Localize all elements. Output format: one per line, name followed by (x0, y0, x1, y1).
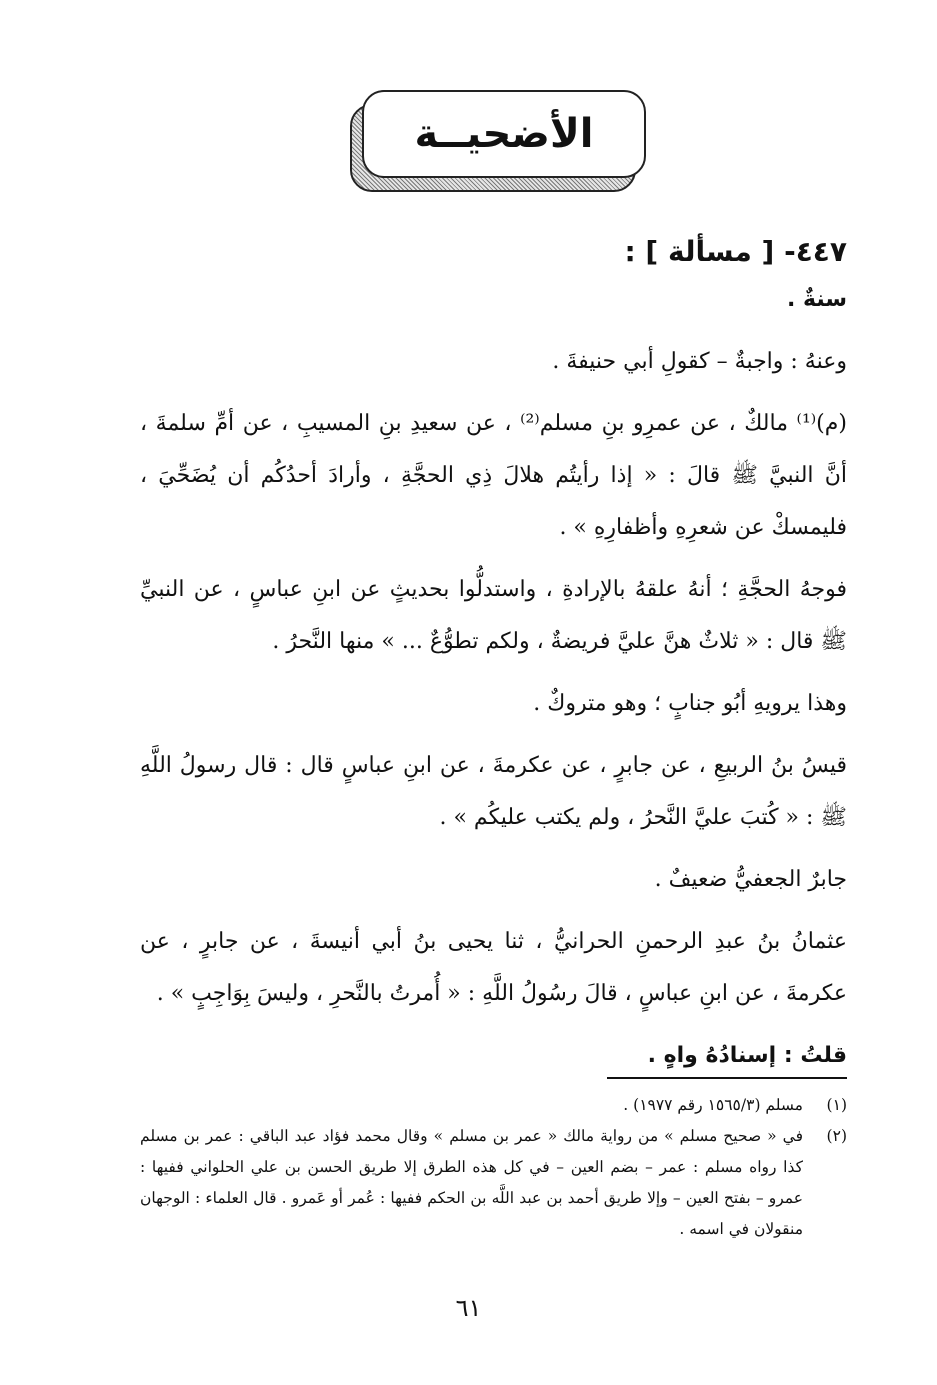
title-box-frame (362, 90, 646, 178)
paragraph-alt-opinion: وعنهُ : واجبةٌ – كقولِ أبي حنيفةَ . (552, 349, 847, 374)
paragraph-narrator-note: وهذا يرويهِ أبُو جنابٍ ؛ وهو متروكٌ . (533, 691, 847, 716)
main-text (140, 230, 847, 1092)
page-number: ٦١ (455, 1294, 482, 1322)
chapter-title-box (350, 90, 648, 190)
footnote-text: في « صحيح مسلم » من رواية مالك « عمر بن مسلم » وقال محمد فؤاد عبد الباقي : عمر بن مسلم كذا رواه مسلم : عمر – بضم العين – في كل هذه الطرق إلا طريق الحسن بن علي الحلواني ففيها : عمرو – بفتح العين – وإلا طريق أحمد بن عبد اللَّه بن الحكم ففيها : عُمر أو عَمرو . قال العلماء : الوجهان منقولان في اسمه . (140, 1127, 803, 1238)
footnotes (140, 1090, 847, 1245)
paragraph-conclusion: قلتُ : إسنادُهُ واهٍ . (647, 1043, 847, 1068)
paragraph-hadith-uthman: عثمانُ بنُ عبدِ الرحمنِ الحرانيُّ ، ثنا يحيى بنُ أبي أنيسةَ ، عن جابرٍ ، عن عكرمةَ ، عن ابنِ عباسٍ ، قالَ رسُولُ اللَّهِ : « أُمرتُ بالنَّحرِ ، وليسَ بِوَاجِبٍ » . (140, 929, 847, 1006)
footnote-number: (٢) (826, 1127, 847, 1145)
footnote-item (140, 1121, 847, 1245)
paragraph-hadith-umm-salama: (م)⁽¹⁾ مالكٌ ، عن عمرِو بنِ مسلم⁽²⁾ ، عن سعيدِ بنِ المسيبِ ، عن أمِّ سلمةَ ، أنَّ النبيَّ ﷺ قالَ : « إذا رأيتُم هلالَ ذِي الحجَّةِ ، وأرادَ أحدُكُم أن يُضَحِّيَ ، فليمسكْ عن شعرِهِ وأظفارِهِ » . (140, 411, 847, 540)
paragraph-hadith-qays: قيسُ بنُ الربيعِ ، عن جابرٍ ، عن عكرمةَ ، عن ابنِ عباسٍ قال : قال رسولُ اللَّهِ ﷺ : « كُتبَ عليَّ النَّحرُ ، ولم يكتب عليكُم » . (140, 753, 847, 830)
footnote-separator (607, 1077, 847, 1079)
paragraph-jabir-weak: جابرٌ الجعفيُّ ضعيفٌ . (654, 867, 847, 892)
footnote-item (140, 1090, 847, 1121)
paragraph-ruling: سنةٌ . (787, 287, 847, 312)
issue-heading: ٤٤٧- [ مسألة ] : (624, 235, 847, 268)
chapter-title: الأضحيــة (414, 111, 594, 157)
paragraph-argument: فوجهُ الحجَّةِ ؛ أنهُ علقهُ بالإرادةِ ، واستدلُّوا بحديثٍ عن ابنِ عباسٍ ، عن النبيِّ ﷺ قال : « ثلاثٌ هنَّ عليَّ فريضةٌ ، ولكم تطوُّعٌ ... » منها النَّحرُ . (140, 577, 847, 654)
footnote-number: (١) (826, 1096, 847, 1114)
footnote-text: مسلم (١٥٦٥/٣ رقم ١٩٧٧) . (623, 1096, 803, 1114)
